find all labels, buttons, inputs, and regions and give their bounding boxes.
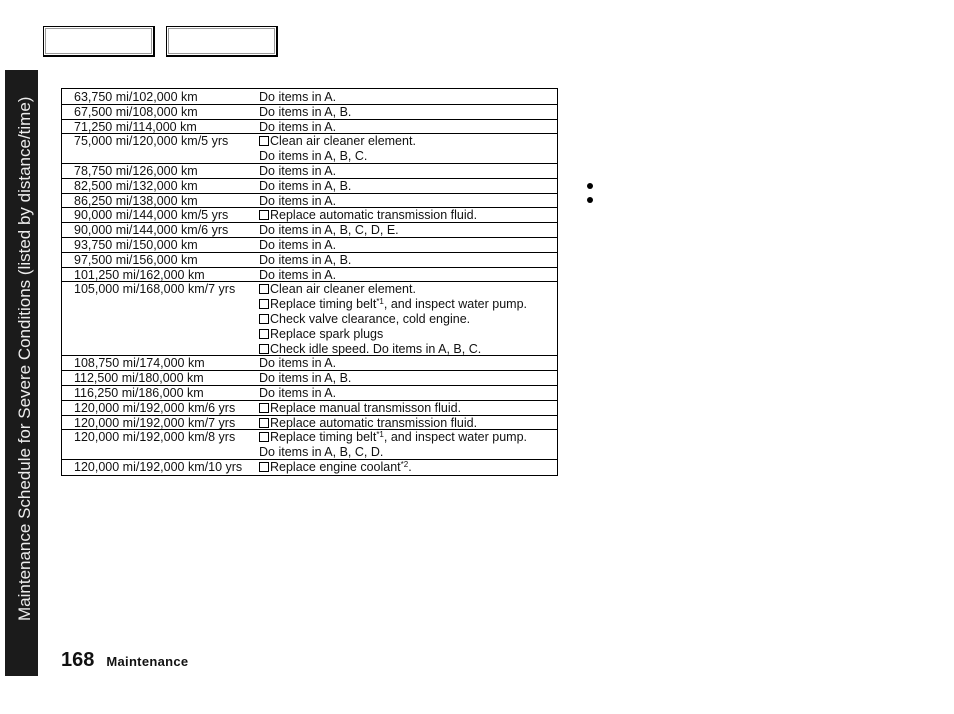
interval-cell: 97,500 mi/156,000 km: [74, 252, 198, 267]
service-text: Replace spark plugs: [270, 326, 384, 341]
service-text: Replace timing belt: [270, 430, 377, 445]
service-text: Replace manual transmisson fluid.: [270, 400, 462, 415]
interval-cell: 120,000 mi/192,000 km/8 yrs: [74, 430, 236, 445]
nav-button-left[interactable]: [43, 26, 155, 57]
service-cell: [255, 401, 557, 416]
schedule-row: [62, 134, 557, 164]
checkbox-icon: [259, 418, 269, 428]
schedule-row: [62, 430, 557, 460]
service-line: [259, 430, 557, 445]
footnote-marker: *1: [376, 430, 384, 440]
interval-cell: 71,250 mi/114,000 km: [74, 119, 197, 134]
service-line: [259, 179, 557, 194]
service-line: [259, 223, 557, 238]
service-line: [259, 194, 557, 209]
service-line: [259, 164, 557, 179]
service-text: Replace automatic transmission fluid.: [270, 208, 478, 223]
service-line: [259, 386, 557, 401]
schedule-row: [62, 223, 557, 238]
service-cell: [255, 208, 557, 223]
service-line: [259, 90, 557, 105]
interval-cell: 82,500 mi/132,000 km: [74, 178, 198, 193]
interval-cell: 90,000 mi/144,000 km/5 yrs: [74, 208, 229, 223]
service-text: Do items in A, B.: [259, 178, 352, 193]
service-cell: [255, 356, 557, 371]
service-cell: [255, 430, 557, 460]
service-line: [259, 460, 557, 475]
service-line: [259, 268, 557, 283]
schedule-row: [62, 416, 557, 431]
service-text: Clean air cleaner element.: [270, 134, 416, 149]
schedule-row: [62, 238, 557, 253]
service-text: Do items in A.: [259, 237, 337, 252]
service-cell: [255, 238, 557, 253]
service-line: [259, 327, 557, 342]
service-cell: [255, 416, 557, 431]
service-line: [259, 416, 557, 431]
section-side-tab: [5, 70, 38, 676]
service-cell: [255, 134, 557, 164]
service-text: Clean air cleaner element.: [270, 282, 416, 297]
service-cell: [255, 371, 557, 386]
checkbox-icon: [259, 329, 269, 339]
service-cell: [255, 90, 557, 105]
service-line: [259, 371, 557, 386]
service-cell: [255, 282, 557, 356]
section-name: Maintenance: [106, 654, 189, 669]
service-line: [259, 120, 557, 135]
service-line: [259, 312, 557, 327]
service-text: Do items in A.: [259, 267, 337, 282]
bullet-dot: [587, 197, 593, 203]
service-text: Do items in A, B, C.: [259, 149, 368, 164]
footnote-marker: *1: [376, 297, 384, 307]
checkbox-icon: [259, 432, 269, 442]
service-line: [259, 297, 557, 312]
service-line: [259, 401, 557, 416]
schedule-row: [62, 282, 557, 356]
service-text-tail: , and inspect water pump.: [383, 430, 528, 445]
service-text: Do items in A, B.: [259, 371, 352, 386]
bullet-dot: [587, 183, 593, 189]
service-cell: [255, 179, 557, 194]
service-text: Do items in A, B.: [259, 104, 352, 119]
checkbox-icon: [259, 299, 269, 309]
checkbox-icon: [259, 462, 269, 472]
schedule-row: [62, 253, 557, 268]
schedule-row: [62, 164, 557, 179]
service-line: [259, 134, 557, 149]
interval-cell: 93,750 mi/150,000 km: [74, 237, 198, 252]
section-title: Maintenance Schedule for Severe Conditions (listed by distance/time): [15, 96, 34, 621]
interval-cell: 75,000 mi/120,000 km/5 yrs: [74, 134, 229, 149]
page-number: 168: [61, 649, 95, 671]
service-text: Do items in A.: [259, 193, 337, 208]
nav-button-right[interactable]: [166, 26, 278, 57]
schedule-row: [62, 179, 557, 194]
service-text: Check idle speed. Do items in A, B, C.: [270, 341, 482, 356]
service-line: [259, 342, 557, 357]
checkbox-icon: [259, 344, 269, 354]
maintenance-schedule-table: [61, 88, 558, 476]
checkbox-icon: [259, 210, 269, 220]
interval-cell: 120,000 mi/192,000 km/6 yrs: [74, 400, 236, 415]
schedule-row: [62, 120, 557, 135]
service-cell: [255, 268, 557, 283]
schedule-row: [62, 90, 557, 105]
interval-cell: 112,500 mi/180,000 km: [74, 371, 204, 386]
schedule-row: [62, 208, 557, 223]
service-line: [259, 253, 557, 268]
service-text-tail: , and inspect water pump.: [383, 297, 528, 312]
schedule-row: [62, 371, 557, 386]
schedule-row: [62, 194, 557, 209]
schedule-row: [62, 356, 557, 371]
checkbox-icon: [259, 136, 269, 146]
service-cell: [255, 120, 557, 135]
service-text: Replace automatic transmission fluid.: [270, 415, 478, 430]
checkbox-icon: [259, 284, 269, 294]
schedule-row: [62, 460, 557, 475]
service-cell: [255, 223, 557, 238]
schedule-row: [62, 268, 557, 283]
service-text: Do items in A, B.: [259, 252, 352, 267]
interval-cell: 105,000 mi/168,000 km/7 yrs: [74, 282, 236, 297]
checkbox-icon: [259, 314, 269, 324]
service-line: [259, 105, 557, 120]
schedule-rows: [62, 90, 557, 475]
interval-cell: 90,000 mi/144,000 km/6 yrs: [74, 223, 229, 238]
interval-cell: 120,000 mi/192,000 km/10 yrs: [74, 459, 243, 474]
interval-cell: 108,750 mi/174,000 km: [74, 356, 205, 371]
service-cell: [255, 386, 557, 401]
service-text: Do items in A.: [259, 90, 337, 104]
service-text: Do items in A.: [259, 119, 337, 134]
service-text: Check valve clearance, cold engine.: [270, 311, 471, 326]
service-cell: [255, 194, 557, 209]
service-text-tail: .: [408, 459, 412, 474]
interval-cell: 120,000 mi/192,000 km/7 yrs: [74, 415, 236, 430]
page-footer: [61, 649, 188, 671]
schedule-row: [62, 386, 557, 401]
service-text: Do items in A.: [259, 356, 337, 371]
service-line: [259, 238, 557, 253]
interval-cell: 101,250 mi/162,000 km: [74, 267, 205, 282]
service-text: Do items in A, B, C, D.: [259, 445, 384, 460]
service-text: Do items in A.: [259, 163, 337, 178]
service-cell: [255, 105, 557, 120]
service-cell: [255, 164, 557, 179]
service-line: [259, 149, 557, 164]
schedule-row: [62, 401, 557, 416]
interval-cell: 86,250 mi/138,000 km: [74, 193, 198, 208]
checkbox-icon: [259, 403, 269, 413]
service-line: [259, 356, 557, 371]
service-text: Replace timing belt: [270, 297, 377, 312]
schedule-row: [62, 105, 557, 120]
service-text: Do items in A, B, C, D, E.: [259, 223, 399, 238]
service-line: [259, 282, 557, 297]
interval-cell: 116,250 mi/186,000 km: [74, 385, 204, 400]
interval-cell: 67,500 mi/108,000 km: [74, 104, 198, 119]
service-cell: [255, 253, 557, 268]
service-text: Replace engine coolant: [270, 459, 401, 474]
service-line: [259, 445, 557, 460]
service-text: Do items in A.: [259, 385, 337, 400]
service-cell: [255, 460, 557, 475]
interval-cell: 63,750 mi/102,000 km: [74, 90, 198, 104]
interval-cell: 78,750 mi/126,000 km: [74, 163, 198, 178]
service-line: [259, 208, 557, 223]
footnote-marker: *2: [400, 459, 409, 469]
